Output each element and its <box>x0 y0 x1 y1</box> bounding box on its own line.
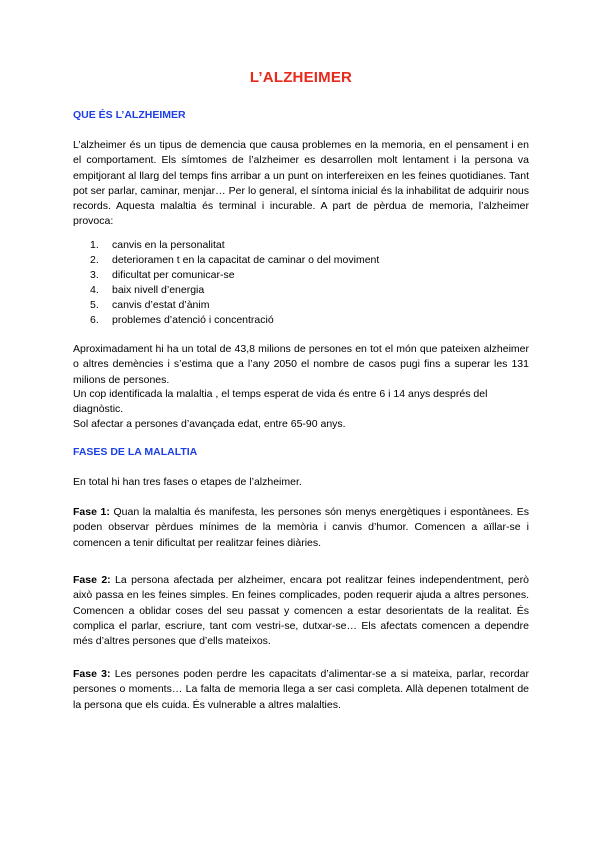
section-heading-phases: FASES DE LA MALALTIA <box>73 446 198 458</box>
list-item: 1. canvis en la personalitat <box>90 239 225 251</box>
phases-intro: En total hi han tres fases o etapes de l’alzheimer. <box>73 476 302 488</box>
intro-paragraph: L’alzheimer és un tipus de demencia que causa problemes en la memoria, en el pensament i en el comportament. Els símtomes de l’alzheimer es desarrollen molt lentament i la persona va empitjorant al llarg del temps fins arribar a un punt on interfereixen en les feines quotidianes. Tant pot ser parlar, caminar, menjar… Per lo general, el síntoma inicial és la inhabilitat de adquirir nous records. Aquesta malaltia és terminal i incurable. A part de pèrdua de memoria, l’alzheimer provoca: <box>73 139 529 228</box>
phase-label: Fase 1: <box>73 506 110 518</box>
phase-1-paragraph: Fase 1: Quan la malaltia és manifesta, les persones són menys energètiques i espontànees. Es poden observar pèrdues mínimes de la memòria i canvis d’humor. Comencen a aïllar-se i comencen a tenir dificultat per realitzar feines diàries. <box>73 506 529 549</box>
phase-label: Fase 2: <box>73 574 111 586</box>
symptoms-list <box>90 238 379 329</box>
diagnosis-paragraph: Un cop identificada la malaltia , el temps esperat de vida és entre 6 i 14 anys després del diagnòstic. <box>73 388 488 416</box>
section-heading-what-is: QUE ÉS L’ALZHEIMER <box>73 109 186 121</box>
list-item: 2. deterioramen t en la capacitat de caminar o del moviment <box>90 254 380 267</box>
phase-label: Fase 3: <box>73 668 111 680</box>
document-title: L’ALZHEIMER <box>249 69 353 86</box>
list-item: 4. baix nivell d’energia <box>90 284 205 297</box>
statistics-paragraph: Aproximadament hi ha un total de 43,8 milions de persones en tot el món que pateixen alzheimer o altres demències i s’estima que a l’any 2050 el nombre de casos pugi fins a superar les 131 milions de persones. <box>73 343 529 386</box>
list-item: 5. canvis d’estat d’ànim <box>90 299 210 312</box>
list-item: 6. problemes d’atenció i concentració <box>90 314 274 327</box>
age-paragraph: Sol afectar a persones d’avançada edat, entre 65-90 anys. <box>73 418 346 430</box>
phase-2-paragraph: Fase 2: La persona afectada per alzheimer, encara pot realitzar feines independentment, però això passa en les feines simples. En feines complicades, poden requerir ajuda a altres persones. Comencen a oblidar coses del seu passat y comencen a estar desorientats de la realitat. És complica el parlar, escriure, tant com vestri-se, dutxar-se… Els afectats comencen a dependre més d’altres persones que d’ells mateixos. <box>73 574 529 648</box>
phase-3-paragraph: Fase 3: Les persones poden perdre les capacitats d’alimentar-se a si mateixa, parlar, recordar persones o moments… La falta de memoria llega a ser casi completa. Allà depenen totalment de la persona que els cuida. És vulnerable a altres malalties. <box>73 668 530 711</box>
list-item: 3. dificultat per comunicar-se <box>90 269 235 282</box>
